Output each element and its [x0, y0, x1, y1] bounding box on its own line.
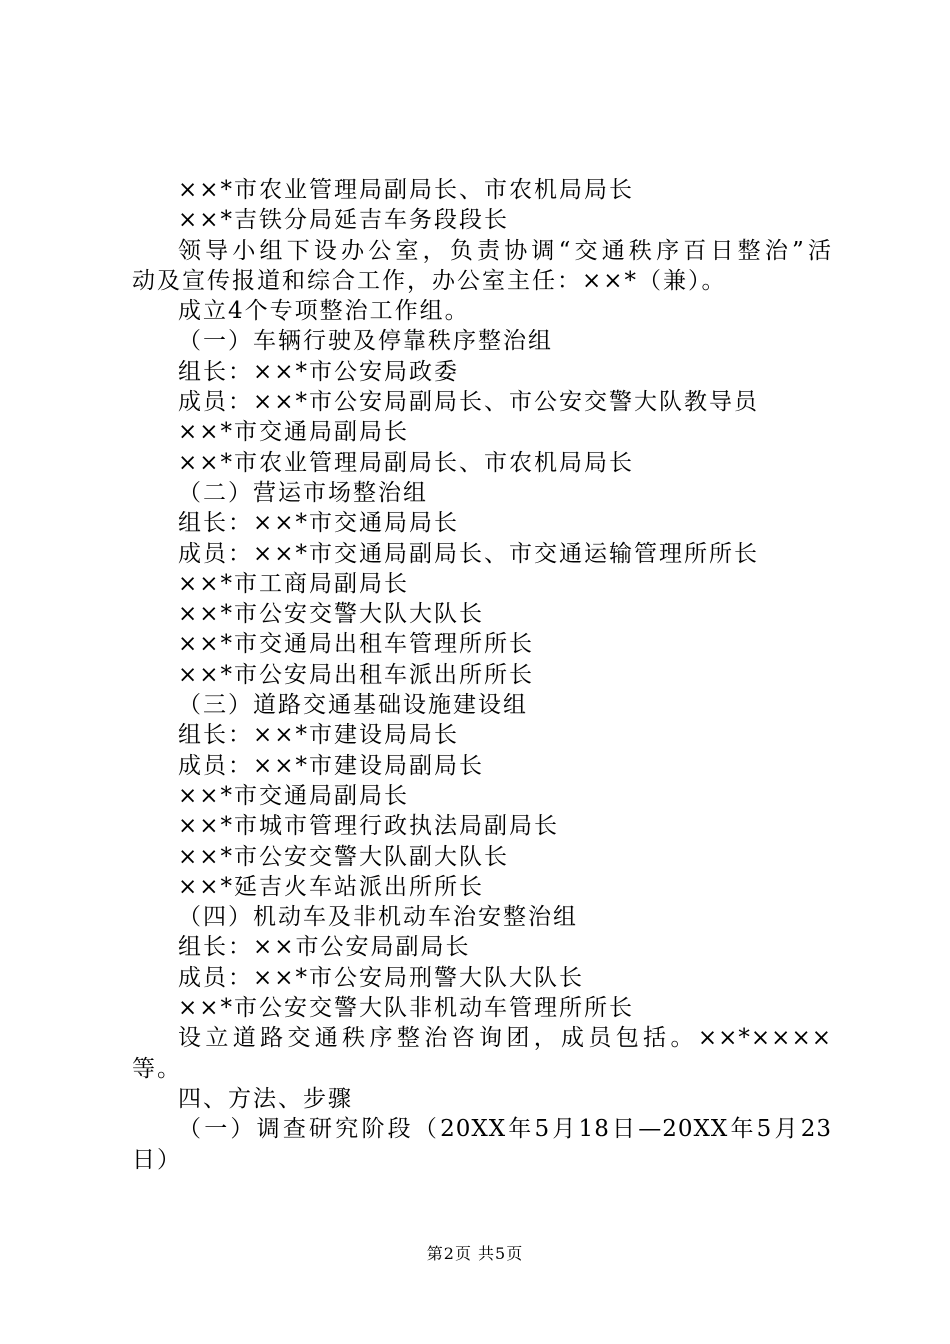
text-line: ××*市公安交警大队副大队长 [178, 843, 510, 870]
text-line: ××*市公安交警大队非机动车管理所所长 [178, 995, 635, 1022]
text-line: ××*延吉火车站派出所所长 [178, 873, 485, 900]
text-line: 等。 [132, 1055, 182, 1082]
text-line: ××*市公安交警大队大队长 [178, 601, 485, 628]
document-body [132, 175, 832, 1175]
text-line: 组长：××*市交通局局长 [178, 510, 460, 537]
text-line: ××*市城市管理行政执法局副局长 [178, 813, 560, 840]
section-heading: （三）道路交通基础设施建设组 [178, 692, 528, 719]
text-line: 设立道路交通秩序整治咨询团，成员包括。××*×××× [178, 1025, 832, 1052]
section-heading: （四）机动车及非机动车治安整治组 [178, 904, 578, 931]
text-line: （一）调查研究阶段（20XX年5月18日—20XX年5月23 [178, 1116, 832, 1143]
text-line: ××*市农业管理局副局长、市农机局局长 [178, 177, 635, 203]
text-line: 组长：××市公安局副局长 [178, 934, 471, 961]
section-heading: （二）营运市场整治组 [178, 479, 428, 506]
text-line: ××*市交通局副局长 [178, 419, 410, 446]
text-line: ××*市农业管理局副局长、市农机局局长 [178, 449, 635, 476]
text-line: 成员：××*市公安局刑警大队大队长 [178, 964, 585, 991]
text-line: ××*市工商局副局长 [178, 570, 410, 597]
text-line: 日） [132, 1146, 182, 1173]
text-line: 组长：××*市建设局局长 [178, 722, 460, 749]
text-line: 成立4个专项整治工作组。 [178, 298, 470, 325]
text-line: 领导小组下设办公室，负责协调“交通秩序百日整治”活 [178, 237, 832, 264]
text-line: 成员：××*市交通局副局长、市交通运输管理所所长 [178, 540, 760, 567]
text-line: ××*市交通局副局长 [178, 782, 410, 809]
text-line: 组长：××*市公安局政委 [178, 358, 460, 385]
section-heading: 四、方法、步骤 [178, 1085, 353, 1112]
page-number-footer: 第2页 共5页 [426, 1244, 524, 1263]
text-line: 动及宣传报道和综合工作，办公室主任：××*（兼）。 [132, 267, 727, 294]
text-line: 成员：××*市公安局副局长、市公安交警大队教导员 [178, 389, 760, 416]
section-heading: （一）车辆行驶及停靠秩序整治组 [178, 328, 553, 355]
text-line: ××*吉铁分局延吉车务段段长 [178, 207, 510, 234]
text-line: ××*市交通局出租车管理所所长 [178, 631, 535, 658]
text-line: 成员：××*市建设局副局长 [178, 752, 485, 779]
text-line: ××*市公安局出租车派出所所长 [178, 661, 535, 688]
